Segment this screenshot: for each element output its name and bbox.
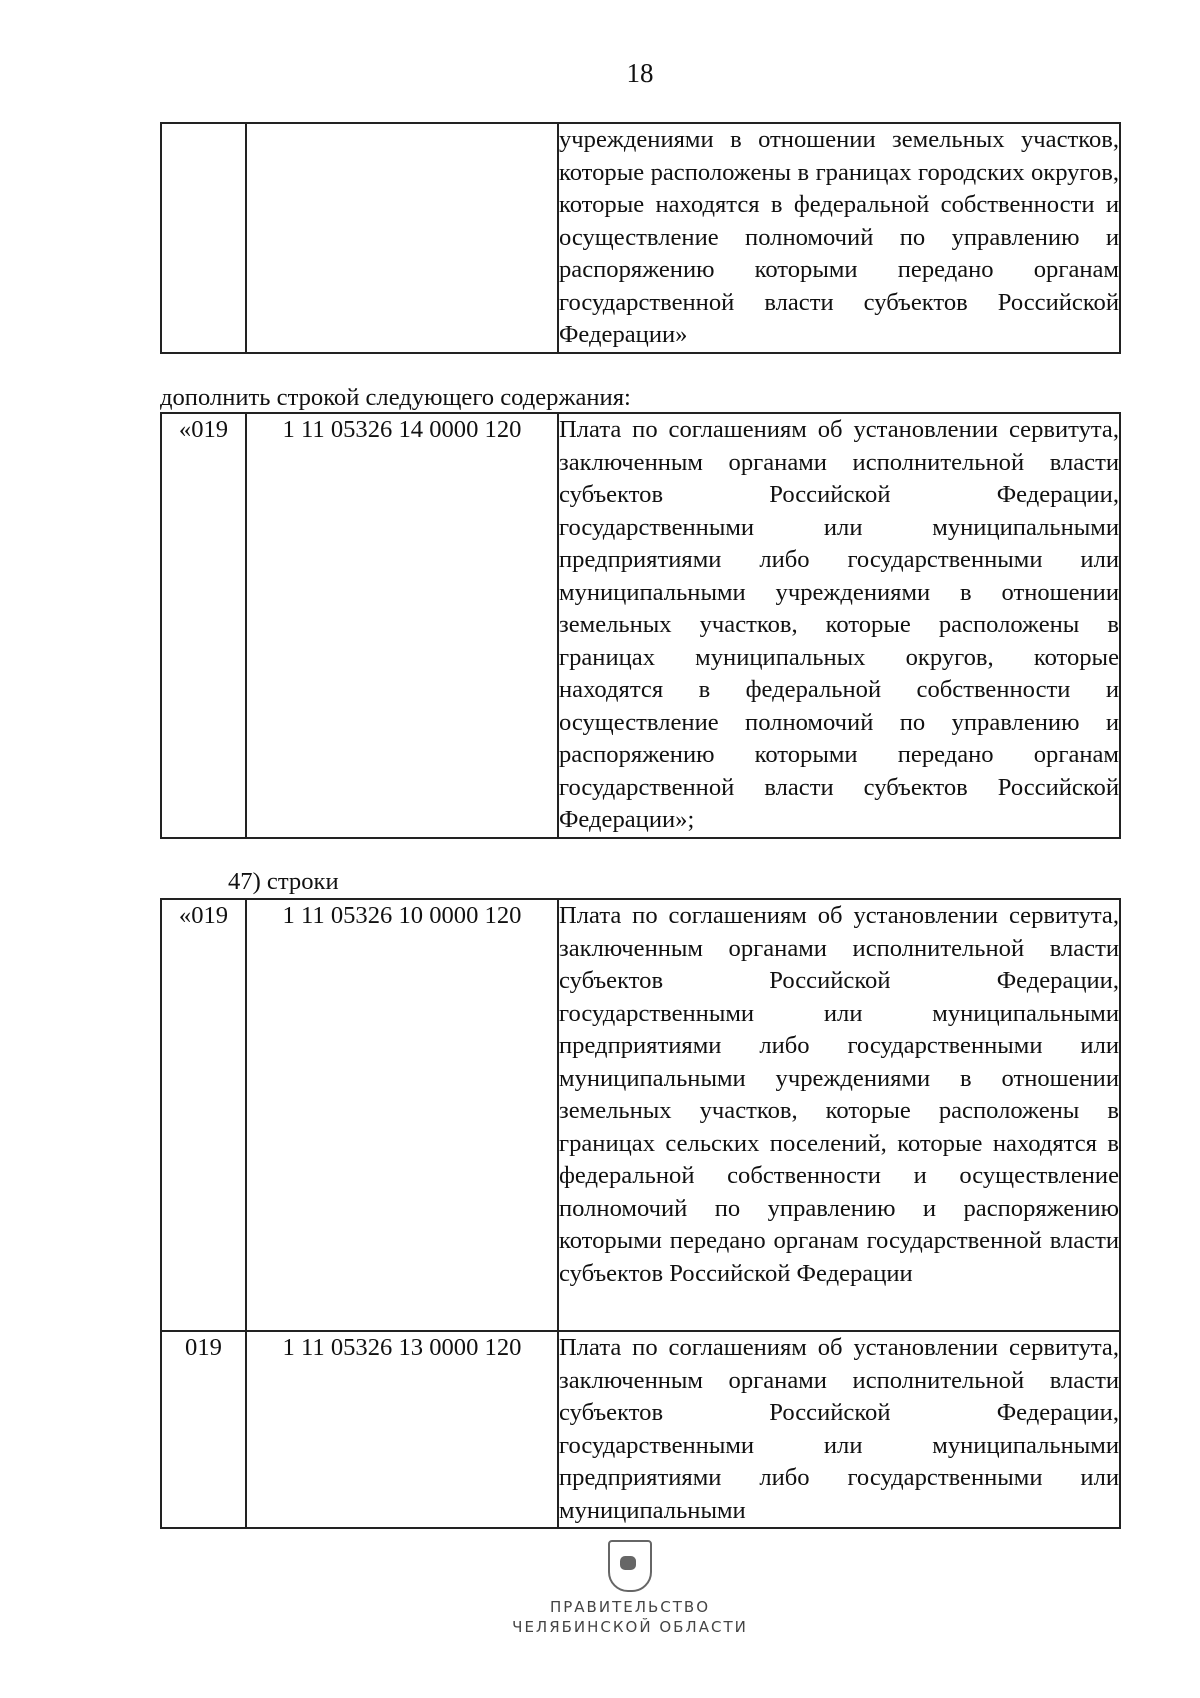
code-cell: [161, 123, 246, 353]
description-cell: Плата по соглашениям об установлении сервитута, заключенным органами исполнительной власти субъектов Российской Федерации, государственными или муниципальными предприятиями либо государственными или муниципальными учреждениями в отношении земельных участков, которые расположены в границах сельских поселений, которые находятся в федеральной собственности и осуществление полномочий по управлению и распоряжению которыми передано органам государственной власти субъектов Российской Федерации: [558, 899, 1120, 1331]
table-row: [161, 413, 1120, 838]
kbk-cell: [246, 123, 558, 353]
table-row: [161, 1331, 1120, 1528]
description-cell: учреждениями в отношении земельных участков, которые расположены в границах городских округов, которые находятся в федеральной собственности и осуществление полномочий по управлению и распоряжению которыми передано органам государственной власти субъектов Российской Федерации»: [558, 123, 1120, 353]
code-cell: «019: [161, 899, 246, 1331]
description-cell: Плата по соглашениям об установлении сервитута, заключенным органами исполнительной власти субъектов Российской Федерации, государственными или муниципальными предприятиями либо государственными или муниципальными: [558, 1331, 1120, 1528]
stamp-line-1: ПРАВИТЕЛЬСТВО: [549, 1598, 711, 1616]
code-cell: 019: [161, 1331, 246, 1528]
table-row: [161, 899, 1120, 1331]
kbk-cell: 1 11 05326 10 0000 120: [246, 899, 558, 1331]
table-continuation: [160, 122, 1121, 354]
kbk-cell: 1 11 05326 13 0000 120: [246, 1331, 558, 1528]
instruction-text: дополнить строкой следующего содержания:: [160, 384, 631, 411]
code-cell: «019: [161, 413, 246, 838]
government-stamp: [480, 1540, 780, 1636]
table-row: [161, 123, 1120, 353]
stamp-line-2: ЧЕЛЯБИНСКОЙ ОБЛАСТИ: [512, 1618, 748, 1636]
table-rows-to-replace: [160, 898, 1121, 1529]
kbk-cell: 1 11 05326 14 0000 120: [246, 413, 558, 838]
item-heading: 47) строки: [228, 868, 339, 895]
description-cell: Плата по соглашениям об установлении сервитута, заключенным органами исполнительной власти субъектов Российской Федерации, государственными или муниципальными предприятиями либо государственными или муниципальными учреждениями в отношении земельных участков, которые расположены в границах муниципальных округов, которые находятся в федеральной собственности и осуществление полномочий по управлению и распоряжению которыми передано органам государственной власти субъектов Российской Федерации»;: [558, 413, 1120, 838]
table-added-row: [160, 412, 1121, 839]
page-number: 18: [626, 58, 654, 88]
coat-of-arms-icon: [608, 1540, 652, 1592]
